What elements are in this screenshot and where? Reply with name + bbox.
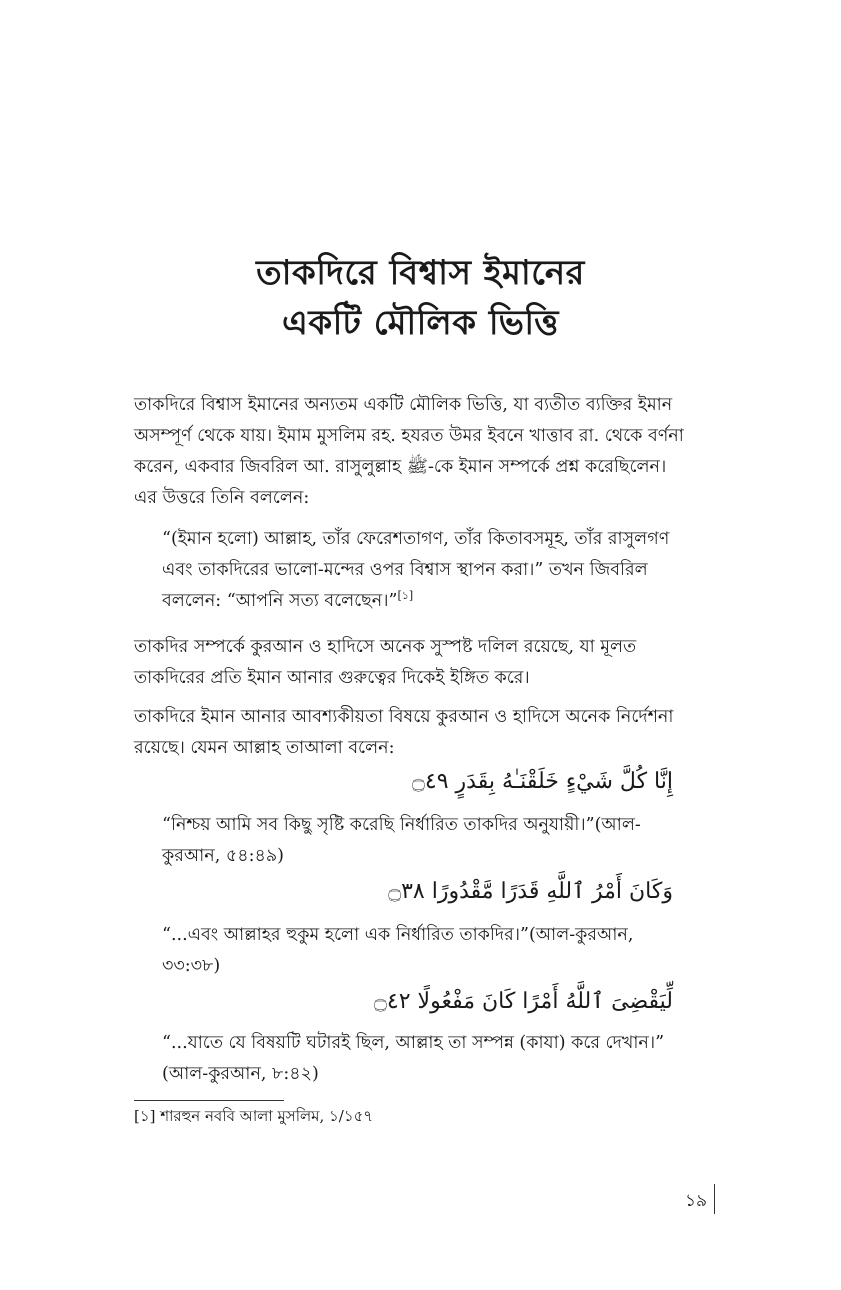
quote-line: এবং তাকদিরের ভালো-মন্দের ওপর বিশ্বাস স্থাপন করা।” তখন জিবরিল (162, 560, 648, 580)
text-line: তাকদিরে বিশ্বাস ইমানের অন্যতম একটি মৌলিক ভিত্তি, যা ব্যতীত ব্যক্তির ইমান (134, 395, 673, 415)
arabic-verse-1: إِنَّا كُلَّ شَيْءٍ خَلَقْنَـٰهُ بِقَدَرٍ ۝٤٩ (412, 769, 673, 794)
text-line: এর উত্তরে তিনি বললেন: (134, 488, 310, 508)
translation-line: (আল-কুরআন, ৮:৪২) (162, 1064, 319, 1084)
footnote-divider (134, 1100, 284, 1101)
text-line: অসম্পূর্ণ থেকে যায়। ইমাম মুসলিম রহ. হযরত উমর ইবনে খাত্তাব রা. থেকে বর্ণনা (134, 426, 684, 446)
quote-line: “(ইমান হলো) আল্লাহ, তাঁর ফেরেশতাগণ, তাঁর কিতাবসমূহ, তাঁর রাসুলগণ (162, 529, 670, 549)
text-line: রয়েছে। যেমন আল্লাহ তাআলা বলেন: (134, 738, 395, 758)
verse-1-translation (162, 810, 708, 872)
page-number: ১৯ (684, 1191, 707, 1211)
translation-line: কুরআন, ৫৪:৪৯) (162, 846, 284, 866)
text-line: করেন, একবার জিবরিল আ. রাসুলুল্লাহ ﷺ-কে ইমান সম্পর্কে প্রশ্ন করেছিলেন। (134, 457, 667, 477)
page-number-rule (714, 1184, 715, 1214)
arabic-verse-2: وَكَانَ أَمْرُ ٱللَّهِ قَدَرًا مَّقْدُورًا ۝٣٨ (388, 879, 673, 904)
chapter-title-line-2: একটি মৌলিক ভিত্তি (282, 303, 559, 343)
verse-3-translation (162, 1028, 708, 1090)
paragraph-intro (134, 390, 708, 514)
paragraph-verses-intro (134, 702, 708, 764)
translation-line: ৩৩:৩৮) (162, 956, 221, 976)
arabic-verse-3: لِّيَقْضِىَ ٱللَّهُ أَمْرًا كَانَ مَفْعُولًا ۝٤٢ (374, 989, 673, 1014)
footnote-marker: [১] (397, 589, 414, 603)
footnote: [১] শারহুন নববি আলা মুসলিম, ১/১৫৭ (134, 1107, 374, 1125)
text-line: তাকদির সম্পর্কে কুরআন ও হাদিসে অনেক সুস্পষ্ট দলিল রয়েছে, যা মূলত (134, 637, 637, 657)
translation-line: “...এবং আল্লাহর হুকুম হলো এক নির্ধারিত তাকদির।”(আল-কুরআন, (162, 925, 634, 945)
verse-2-translation (162, 920, 708, 982)
translation-line: “...যাতে যে বিষয়টি ঘটারই ছিল, আল্লাহ তা সম্পন্ন (কাযা) করে দেখান।” (162, 1033, 665, 1053)
chapter-title-line-1: তাকদিরে বিশ্বাস ইমানের (256, 253, 585, 293)
paragraph-evidence (134, 632, 708, 694)
translation-line: “নিশ্চয় আমি সব কিছু সৃষ্টি করেছি নির্ধারিত তাকদির অনুযায়ী।”(আল- (162, 815, 641, 835)
chapter-title (0, 248, 841, 348)
quote-last-text: বললেন: “আপনি সত্য বলেছেন।” (162, 591, 398, 611)
quote-line (162, 586, 708, 617)
text-line: তাকদিরের প্রতি ইমান আনার গুরুত্বের দিকেই ইঙ্গিত করে। (134, 668, 530, 688)
text-line: তাকদিরে ইমান আনার আবশ্যকীয়তা বিষয়ে কুরআন ও হাদিসে অনেক নির্দেশনা (134, 707, 674, 727)
hadith-quote (162, 524, 708, 617)
